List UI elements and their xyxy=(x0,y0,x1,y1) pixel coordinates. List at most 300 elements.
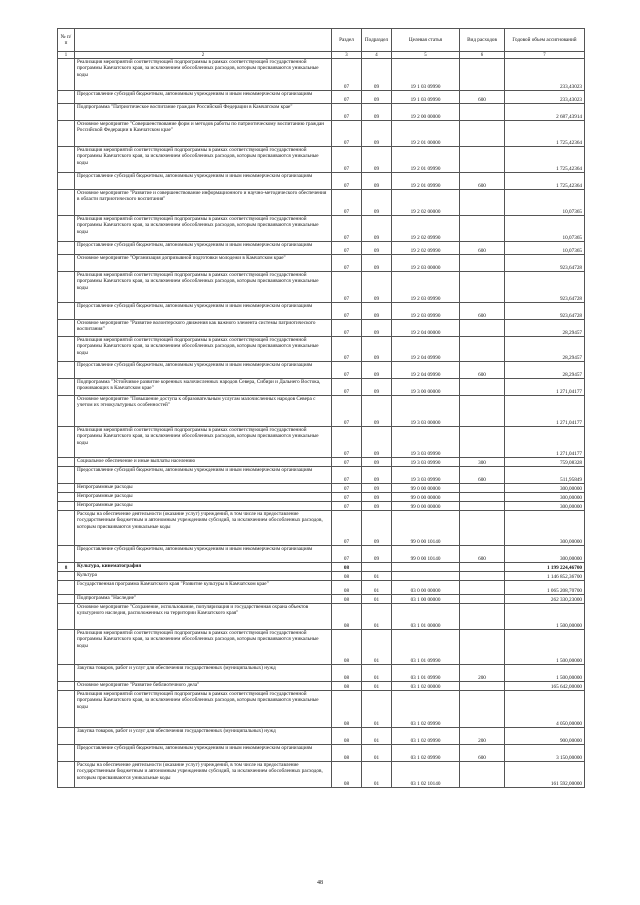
row-vr-cell xyxy=(460,484,505,493)
table-row xyxy=(58,190,585,216)
row-num-cell xyxy=(58,604,75,630)
row-razdel-cell: 08 xyxy=(332,572,362,581)
row-amount-cell: 300,00000 xyxy=(505,546,585,563)
row-razdel-cell: 07 xyxy=(332,104,362,121)
index-cell: 7 xyxy=(505,52,585,59)
row-podrazdel-cell: 01 xyxy=(362,604,392,630)
row-num-cell xyxy=(58,665,75,682)
row-csr-cell: 19 2 01 09990 xyxy=(392,173,460,190)
row-amount-cell: 1 500,00000 xyxy=(505,665,585,682)
row-razdel-cell: 07 xyxy=(332,337,362,362)
row-podrazdel-cell: 09 xyxy=(362,173,392,190)
row-amount-cell: 1 271,04177 xyxy=(505,396,585,427)
row-vr-cell xyxy=(460,630,505,665)
row-podrazdel-cell xyxy=(362,563,392,572)
row-razdel-cell: 07 xyxy=(332,379,362,396)
row-podrazdel-cell: 09 xyxy=(362,303,392,320)
budget-table xyxy=(57,28,585,788)
table-row xyxy=(58,104,585,121)
row-podrazdel-cell: 01 xyxy=(362,595,392,604)
row-vr-cell xyxy=(460,572,505,581)
row-csr-cell: 03 1 02 09990 xyxy=(392,745,460,762)
row-num-cell xyxy=(58,147,75,173)
row-vr-cell xyxy=(460,147,505,173)
row-amount-cell: 1 500,00000 xyxy=(505,604,585,630)
row-razdel-cell: 07 xyxy=(332,467,362,484)
row-podrazdel-cell: 01 xyxy=(362,728,392,745)
row-num-cell xyxy=(58,303,75,320)
row-name-cell: Культура, кинематография xyxy=(75,563,332,572)
row-razdel-cell: 08 xyxy=(332,682,362,691)
row-amount-cell: 923,64728 xyxy=(505,272,585,303)
row-csr-cell: 19 2 03 09990 xyxy=(392,303,460,320)
row-vr-cell: 200 xyxy=(460,728,505,745)
row-amount-cell: 4 050,00000 xyxy=(505,691,585,728)
row-name-cell: Расходы на обеспечение деятельности (оказание услуг) учреждений, в том числе на предоставление государственным бюджетным и автономным учреждениям субсидий, за исключением обособленных расходов, которым присваиваются уникальные коды xyxy=(75,762,332,788)
header-razdel: Раздел xyxy=(332,29,362,52)
row-amount-cell: 262 330,23000 xyxy=(505,595,585,604)
row-num-cell xyxy=(58,190,75,216)
row-podrazdel-cell: 09 xyxy=(362,467,392,484)
row-name-cell: Реализация мероприятий соответствующей подпрограммы в рамках соответствующей государственной программы Камчатского края, за исключением обособленных расходов, которым присваиваются уникальные коды xyxy=(75,147,332,173)
row-amount-cell: 233,43023 xyxy=(505,91,585,104)
row-csr-cell: 03 1 00 00000 xyxy=(392,595,460,604)
row-vr-cell: 600 xyxy=(460,303,505,320)
row-csr-cell: 19 2 04 09990 xyxy=(392,337,460,362)
row-razdel-cell: 07 xyxy=(332,484,362,493)
row-name-cell: Предоставление субсидий бюджетным, автономным учреждениям и иным некоммерческим организациям xyxy=(75,745,332,762)
row-num-cell xyxy=(58,762,75,788)
row-name-cell: Непрограммные расходы xyxy=(75,502,332,511)
row-razdel-cell: 07 xyxy=(332,242,362,255)
row-name-cell: Социальное обеспечение и иные выплаты населению xyxy=(75,458,332,467)
table-row xyxy=(58,493,585,502)
row-razdel-cell: 08 xyxy=(332,691,362,728)
table-row xyxy=(58,59,585,91)
row-razdel-cell: 08 xyxy=(332,563,362,572)
index-cell: 4 xyxy=(362,52,392,59)
table-row xyxy=(58,467,585,484)
table-row xyxy=(58,502,585,511)
row-amount-cell: 28,29457 xyxy=(505,362,585,379)
row-amount-cell: 1 725,42364 xyxy=(505,121,585,147)
row-num-cell xyxy=(58,484,75,493)
row-podrazdel-cell: 09 xyxy=(362,104,392,121)
table-row xyxy=(58,121,585,147)
row-name-cell: Основное мероприятие "Развитие библиотечного дела" xyxy=(75,682,332,691)
row-csr-cell: 19 2 02 09990 xyxy=(392,242,460,255)
row-name-cell: Реализация мероприятий соответствующей подпрограммы в рамках соответствующей государственной программы Камчатского края, за исключением обособленных расходов, которым присваиваются уникальные коды xyxy=(75,337,332,362)
row-csr-cell: 19 2 04 09990 xyxy=(392,362,460,379)
row-podrazdel-cell: 09 xyxy=(362,458,392,467)
row-name-cell: Основное мероприятие "Развитие и совершенствование информационного и научно-методического обеспечения в области патриотического воспитания" xyxy=(75,190,332,216)
table-row xyxy=(58,484,585,493)
row-podrazdel-cell: 01 xyxy=(362,630,392,665)
row-razdel-cell: 08 xyxy=(332,581,362,595)
row-amount-cell: 300,00000 xyxy=(505,484,585,493)
row-csr-cell: 99 0 00 10140 xyxy=(392,546,460,563)
row-razdel-cell: 08 xyxy=(332,762,362,788)
row-csr-cell: 19 3 00 00000 xyxy=(392,379,460,396)
row-amount-cell: 161 592,00000 xyxy=(505,762,585,788)
row-razdel-cell: 07 xyxy=(332,320,362,337)
row-num-cell xyxy=(58,320,75,337)
row-name-cell: Основное мероприятие "Развитие волонтерского движения как важного элемента системы патриотического воспитания" xyxy=(75,320,332,337)
row-name-cell: Непрограммные расходы xyxy=(75,493,332,502)
table-row xyxy=(58,91,585,104)
row-amount-cell: 923,64728 xyxy=(505,303,585,320)
row-name-cell: Реализация мероприятий соответствующей подпрограммы в рамках соответствующей государственной программы Камчатского края, за исключением обособленных расходов, которым присваиваются уникальные коды xyxy=(75,630,332,665)
row-csr-cell: 19 2 00 00000 xyxy=(392,104,460,121)
row-num-cell xyxy=(58,511,75,546)
row-vr-cell: 200 xyxy=(460,665,505,682)
row-vr-cell xyxy=(460,563,505,572)
row-vr-cell xyxy=(460,595,505,604)
page-number: 48 xyxy=(317,880,323,886)
row-num-cell xyxy=(58,379,75,396)
row-vr-cell xyxy=(460,762,505,788)
row-razdel-cell: 08 xyxy=(332,665,362,682)
row-num-cell xyxy=(58,546,75,563)
header-vr: Вид расходов xyxy=(460,29,505,52)
row-podrazdel-cell: 01 xyxy=(362,762,392,788)
index-cell: 1 xyxy=(58,52,75,59)
row-num-cell xyxy=(58,581,75,595)
row-podrazdel-cell: 09 xyxy=(362,242,392,255)
row-num-cell xyxy=(58,242,75,255)
row-podrazdel-cell: 09 xyxy=(362,255,392,272)
row-csr-cell xyxy=(392,563,460,572)
row-razdel-cell: 08 xyxy=(332,728,362,745)
row-razdel-cell: 07 xyxy=(332,216,362,242)
row-vr-cell xyxy=(460,379,505,396)
row-num-cell xyxy=(58,396,75,427)
row-razdel-cell: 07 xyxy=(332,362,362,379)
row-podrazdel-cell: 09 xyxy=(362,190,392,216)
row-name-cell: Подпрограмма "Наследие" xyxy=(75,595,332,604)
row-num-cell xyxy=(58,427,75,458)
row-name-cell: Предоставление субсидий бюджетным, автономным учреждениям и иным некоммерческим организациям xyxy=(75,362,332,379)
row-csr-cell: 19 2 03 00000 xyxy=(392,255,460,272)
row-razdel-cell: 07 xyxy=(332,493,362,502)
row-csr-cell xyxy=(392,572,460,581)
header-name xyxy=(75,29,332,52)
row-csr-cell: 03 0 00 00000 xyxy=(392,581,460,595)
table-row xyxy=(58,728,585,745)
row-name-cell: Предоставление субсидий бюджетным, автономным учреждениям и иным некоммерческим организациям xyxy=(75,303,332,320)
row-podrazdel-cell: 09 xyxy=(362,546,392,563)
row-name-cell: Реализация мероприятий соответствующей подпрограммы в рамках соответствующей государственной программы Камчатского края, за исключением обособленных расходов, которым присваиваются уникальные коды xyxy=(75,427,332,458)
row-csr-cell: 19 3 03 09990 xyxy=(392,467,460,484)
row-amount-cell: 10,07365 xyxy=(505,190,585,216)
row-num-cell xyxy=(58,104,75,121)
row-num-cell xyxy=(58,728,75,745)
row-name-cell: Реализация мероприятий соответствующей подпрограммы в рамках соответствующей государственной программы Камчатского края, за исключением обособленных расходов, которым присваиваются уникальные коды xyxy=(75,691,332,728)
table-row xyxy=(58,216,585,242)
row-razdel-cell: 07 xyxy=(332,91,362,104)
header-amount: Годовой объем ассигнований xyxy=(505,29,585,52)
row-razdel-cell: 08 xyxy=(332,745,362,762)
row-podrazdel-cell: 09 xyxy=(362,502,392,511)
row-podrazdel-cell: 09 xyxy=(362,511,392,546)
row-name-cell: Предоставление субсидий бюджетным, автономным учреждениям и иным некоммерческим организациям xyxy=(75,173,332,190)
row-vr-cell: 600 xyxy=(460,362,505,379)
row-csr-cell: 19 2 04 00000 xyxy=(392,320,460,337)
index-cell: 6 xyxy=(460,52,505,59)
table-row xyxy=(58,745,585,762)
table-row xyxy=(58,379,585,396)
table-row xyxy=(58,396,585,427)
row-name-cell: Реализация мероприятий соответствующей подпрограммы в рамках соответствующей государственной программы Камчатского края, за исключением обособленных расходов, которым присваиваются уникальные коды xyxy=(75,59,332,91)
row-csr-cell: 03 1 01 09990 xyxy=(392,630,460,665)
row-podrazdel-cell: 09 xyxy=(362,427,392,458)
row-num-cell xyxy=(58,458,75,467)
row-name-cell: Основное мероприятие "Организация допризывной подготовки молодежи в Камчатском крае" xyxy=(75,255,332,272)
row-name-cell: Государственная программа Камчатского края "Развитие культуры в Камчатском крае" xyxy=(75,581,332,595)
row-num-cell xyxy=(58,595,75,604)
row-num-cell xyxy=(58,216,75,242)
row-amount-cell: 10,07365 xyxy=(505,216,585,242)
row-name-cell: Подпрограмма "Устойчивое развитие коренных малочисленных народов Севера, Сибири и Дальнего Востока, проживающих в Камчатском крае" xyxy=(75,379,332,396)
table-row xyxy=(58,337,585,362)
row-vr-cell: 600 xyxy=(460,467,505,484)
row-name-cell: Реализация мероприятий соответствующей подпрограммы в рамках соответствующей государственной программы Камчатского края, за исключением обособленных расходов, которым присваиваются уникальные коды xyxy=(75,272,332,303)
row-podrazdel-cell: 01 xyxy=(362,682,392,691)
row-razdel-cell: 08 xyxy=(332,595,362,604)
row-csr-cell: 19 2 02 00000 xyxy=(392,190,460,216)
row-amount-cell: 1 725,42364 xyxy=(505,173,585,190)
row-amount-cell: 1 146 852,36700 xyxy=(505,572,585,581)
table-row xyxy=(58,272,585,303)
row-podrazdel-cell: 01 xyxy=(362,572,392,581)
row-amount-cell: 900,00000 xyxy=(505,728,585,745)
row-vr-cell xyxy=(460,511,505,546)
row-csr-cell: 03 1 02 09990 xyxy=(392,728,460,745)
row-podrazdel-cell: 01 xyxy=(362,581,392,595)
row-vr-cell: 600 xyxy=(460,91,505,104)
table-row xyxy=(58,255,585,272)
row-podrazdel-cell: 09 xyxy=(362,121,392,147)
row-razdel-cell: 07 xyxy=(332,147,362,173)
row-amount-cell: 1 199 224,46700 xyxy=(505,563,585,572)
table-row xyxy=(58,630,585,665)
row-num-cell xyxy=(58,59,75,91)
row-vr-cell xyxy=(460,604,505,630)
row-podrazdel-cell: 09 xyxy=(362,362,392,379)
table-row xyxy=(58,595,585,604)
row-vr-cell xyxy=(460,502,505,511)
row-amount-cell: 511,95849 xyxy=(505,467,585,484)
row-name-cell: Предоставление субсидий бюджетным, автономным учреждениям и иным некоммерческим организациям xyxy=(75,546,332,563)
row-podrazdel-cell: 09 xyxy=(362,396,392,427)
row-num-cell xyxy=(58,630,75,665)
row-podrazdel-cell: 09 xyxy=(362,493,392,502)
row-razdel-cell: 07 xyxy=(332,173,362,190)
table-body xyxy=(58,59,585,788)
header-csr: Целевая статья xyxy=(392,29,460,52)
table-row xyxy=(58,762,585,788)
row-amount-cell: 1 725,42364 xyxy=(505,147,585,173)
row-podrazdel-cell: 01 xyxy=(362,691,392,728)
row-csr-cell: 99 0 00 00000 xyxy=(392,502,460,511)
row-name-cell: Основное мероприятие "Повышение доступа к образовательным услугам малочисленных народов Севера с учетом их этнокультурных особенностей" xyxy=(75,396,332,427)
row-num-cell xyxy=(58,682,75,691)
row-amount-cell: 2 687,43914 xyxy=(505,104,585,121)
row-podrazdel-cell: 09 xyxy=(362,320,392,337)
row-razdel-cell: 07 xyxy=(332,396,362,427)
row-csr-cell: 19 2 03 09990 xyxy=(392,272,460,303)
row-name-cell: Закупка товаров, работ и услуг для обеспечения государственных (муниципальных) нужд xyxy=(75,665,332,682)
row-vr-cell xyxy=(460,121,505,147)
table-row xyxy=(58,581,585,595)
row-num-cell xyxy=(58,745,75,762)
row-razdel-cell: 07 xyxy=(332,546,362,563)
row-num-cell xyxy=(58,493,75,502)
row-csr-cell: 19 1 03 09990 xyxy=(392,59,460,91)
row-csr-cell: 99 0 00 00000 xyxy=(392,493,460,502)
row-csr-cell: 99 0 00 10140 xyxy=(392,511,460,546)
row-amount-cell: 923,64728 xyxy=(505,255,585,272)
table-index-row xyxy=(58,52,585,59)
table-row xyxy=(58,173,585,190)
row-podrazdel-cell: 09 xyxy=(362,337,392,362)
row-num-cell xyxy=(58,572,75,581)
row-razdel-cell: 07 xyxy=(332,272,362,303)
row-csr-cell: 03 1 01 00000 xyxy=(392,604,460,630)
row-csr-cell: 19 3 03 00000 xyxy=(392,396,460,427)
table-row xyxy=(58,691,585,728)
row-vr-cell: 600 xyxy=(460,173,505,190)
row-amount-cell: 300,00000 xyxy=(505,511,585,546)
row-amount-cell: 300,00000 xyxy=(505,493,585,502)
row-vr-cell xyxy=(460,337,505,362)
row-name-cell: Предоставление субсидий бюджетным, автономным учреждениям и иным некоммерческим организациям xyxy=(75,467,332,484)
row-vr-cell xyxy=(460,255,505,272)
row-vr-cell xyxy=(460,216,505,242)
row-podrazdel-cell: 09 xyxy=(362,484,392,493)
row-amount-cell: 165 642,00000 xyxy=(505,682,585,691)
row-amount-cell: 300,00000 xyxy=(505,502,585,511)
row-vr-cell xyxy=(460,104,505,121)
table-row xyxy=(58,563,585,572)
row-vr-cell xyxy=(460,581,505,595)
row-podrazdel-cell: 09 xyxy=(362,379,392,396)
row-num-cell xyxy=(58,272,75,303)
row-name-cell: Расходы на обеспечение деятельности (оказание услуг) учреждений, в том числе на предоставление государственным бюджетным и автономным учреждениям субсидий, за исключением обособленных расходов, которым присваиваются уникальные коды xyxy=(75,511,332,546)
row-vr-cell: 600 xyxy=(460,546,505,563)
row-razdel-cell: 07 xyxy=(332,458,362,467)
row-amount-cell: 28,29457 xyxy=(505,337,585,362)
row-num-cell xyxy=(58,467,75,484)
index-cell: 2 xyxy=(75,52,332,59)
row-razdel-cell: 07 xyxy=(332,190,362,216)
header-num: № п/п xyxy=(58,29,75,52)
table-row xyxy=(58,242,585,255)
table-row xyxy=(58,546,585,563)
row-podrazdel-cell: 09 xyxy=(362,59,392,91)
row-name-cell: Подпрограмма "Патриотическое воспитание граждан Российской Федерации в Камчатском крае" xyxy=(75,104,332,121)
row-amount-cell: 28,29457 xyxy=(505,320,585,337)
row-num-cell xyxy=(58,173,75,190)
row-vr-cell xyxy=(460,59,505,91)
table-row xyxy=(58,458,585,467)
row-num-cell xyxy=(58,362,75,379)
row-num-cell xyxy=(58,337,75,362)
table-row xyxy=(58,320,585,337)
row-vr-cell xyxy=(460,493,505,502)
row-podrazdel-cell: 01 xyxy=(362,665,392,682)
row-razdel-cell: 07 xyxy=(332,121,362,147)
row-name-cell: Культура xyxy=(75,572,332,581)
table-row xyxy=(58,427,585,458)
row-razdel-cell: 07 xyxy=(332,502,362,511)
row-csr-cell: 03 1 02 10140 xyxy=(392,762,460,788)
row-vr-cell xyxy=(460,320,505,337)
table-row xyxy=(58,511,585,546)
row-name-cell: Предоставление субсидий бюджетным, автономным учреждениям и иным некоммерческим организациям xyxy=(75,91,332,104)
row-csr-cell: 99 0 00 00000 xyxy=(392,484,460,493)
row-name-cell: Непрограммные расходы xyxy=(75,484,332,493)
table-header-row xyxy=(58,29,585,52)
row-podrazdel-cell: 09 xyxy=(362,216,392,242)
row-amount-cell: 233,43023 xyxy=(505,59,585,91)
table-row xyxy=(58,147,585,173)
table-row xyxy=(58,572,585,581)
row-csr-cell: 19 2 02 09990 xyxy=(392,216,460,242)
row-razdel-cell: 07 xyxy=(332,427,362,458)
row-csr-cell: 19 3 03 09990 xyxy=(392,427,460,458)
row-vr-cell xyxy=(460,427,505,458)
table-row xyxy=(58,604,585,630)
row-num-cell xyxy=(58,91,75,104)
row-podrazdel-cell: 09 xyxy=(362,147,392,173)
row-razdel-cell: 08 xyxy=(332,630,362,665)
row-num-cell xyxy=(58,502,75,511)
row-csr-cell: 19 2 01 09990 xyxy=(392,147,460,173)
row-vr-cell xyxy=(460,691,505,728)
row-vr-cell xyxy=(460,682,505,691)
row-name-cell: Основное мероприятие "Сохранение, использование, популяризация и государственная охрана объектов культурного наследия, расположенных на территории Камчатского края" xyxy=(75,604,332,630)
row-podrazdel-cell: 09 xyxy=(362,91,392,104)
table-row xyxy=(58,303,585,320)
row-podrazdel-cell: 01 xyxy=(362,745,392,762)
row-csr-cell: 19 1 03 09990 xyxy=(392,91,460,104)
row-vr-cell xyxy=(460,190,505,216)
row-num-cell xyxy=(58,121,75,147)
index-cell: 5 xyxy=(392,52,460,59)
table-row xyxy=(58,665,585,682)
row-vr-cell xyxy=(460,396,505,427)
row-razdel-cell: 07 xyxy=(332,303,362,320)
table-row xyxy=(58,682,585,691)
row-razdel-cell: 08 xyxy=(332,604,362,630)
row-vr-cell: 600 xyxy=(460,242,505,255)
row-amount-cell: 1 271,04177 xyxy=(505,427,585,458)
row-name-cell: Предоставление субсидий бюджетным, автономным учреждениям и иным некоммерческим организациям xyxy=(75,242,332,255)
row-razdel-cell: 07 xyxy=(332,255,362,272)
header-podrazdel: Подраздел xyxy=(362,29,392,52)
row-amount-cell: 3 150,00000 xyxy=(505,745,585,762)
row-csr-cell: 03 1 02 09990 xyxy=(392,691,460,728)
row-num-cell xyxy=(58,691,75,728)
index-cell: 3 xyxy=(332,52,362,59)
row-name-cell: Закупка товаров, работ и услуг для обеспечения государственных (муниципальных) нужд xyxy=(75,728,332,745)
row-vr-cell xyxy=(460,272,505,303)
row-num-cell xyxy=(58,255,75,272)
row-vr-cell: 600 xyxy=(460,745,505,762)
row-num-cell: 8 xyxy=(58,563,75,572)
row-csr-cell: 19 3 03 09990 xyxy=(392,458,460,467)
